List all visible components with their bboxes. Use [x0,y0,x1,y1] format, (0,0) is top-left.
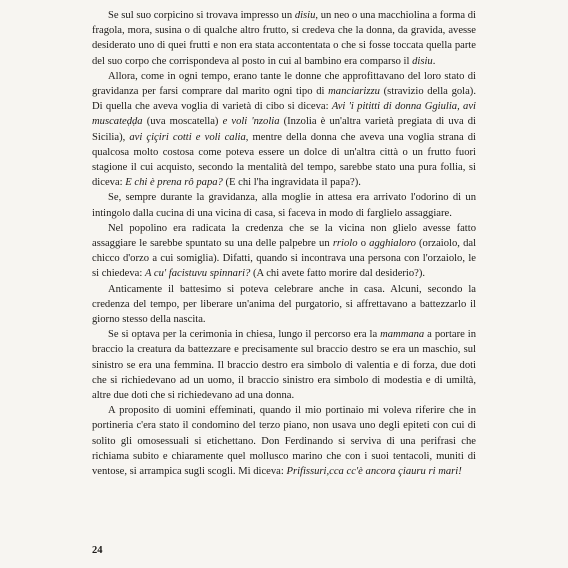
text-run: (A chi avete fatto morire dal desiderio?). [250,268,426,280]
paragraph [92,327,476,403]
italic-text: Avi 'i pititti di donna Ggiulia, avi muscateḍḍa [92,101,476,128]
text-run: a portare in braccio la creatura da battezzare e precisamente sul braccio destro se era un maschio, sul sinistro se era una femmina. Il braccio destro era simbolo di valentia e di forza, due doti che si richiedevano ad un uomo, il braccio sinistro era simbolo di modestia e di umiltà, altre due doti che si richiedevano ad una donna. [92,329,476,402]
paragraph [92,403,476,479]
text-run: Anticamente il battesimo si poteva celebrare anche in casa. Alcuni, secondo la credenza del tempo, per liberare un'anima del purgatorio, si affrettavano a battezzarlo il giorno stesso della nascita. [92,283,476,326]
text-run: , mentre della donna che aveva una voglia strana di qualcosa molto costosa come poteva essere un dolce di un'altra città o un frutto fuori stagione il cui acquisto, secondo la mentalità del tempo, sarebbe stato una pura follia, si diceva: [92,131,476,189]
paragraph [92,69,476,191]
italic-text: avi çiçiri cotti e voli calia [129,131,246,143]
italic-text: mammana [380,329,425,341]
paragraph [92,221,476,282]
italic-text: E chi è prena rô papa? [125,177,223,189]
text-run: (orzaiolo, dal chicco d'orzo a cui somiglia). Difatti, quando si incontrava una persona con l'orzaiolo, le si chiedeva: [92,238,477,280]
italic-text: Prifissuri,cca cc'è ancora çiauru ri mari! [286,466,462,478]
italic-text: agghialoro [369,238,416,250]
body-text [92,8,476,479]
italic-text: manciarizzu [328,86,380,98]
page-number: 24 [92,545,103,556]
text-run: A proposito di uomini effeminati, quando il mio portinaio mi voleva riferire che in portineria c'era stato il condomino del terzo piano, non usava uno degli epiteti con cui di solito gli omosessuali si etichettano. Don Ferdinando si serviva di una perifrasi che richiama subito e chiaramente quel mollusco marino che con i suoi tentacoli, muniti di ventose, si arrampica sugli scogli. Mi diceva: [92,405,476,478]
text-run: (Inzolia è un'altra varietà pregiata di uva di Sicilia), [92,116,476,143]
text-run: (stravizio della gola). Di quella che aveva voglia di varietà di cibo si diceva: [92,86,476,113]
italic-text: disiu [412,55,433,67]
text-run: . [432,55,436,67]
text-run: , un neo o una macchiolina a forma di fragola, mora, susina o di qualche altro frutto, si credeva che la donna, da gravida, avesse desiderato uno di quei frutti e non era stata accontentata o che si fosse toccata quella parte del suo corpo che corrispondeva al posto in cui al bambino era comparso il [92,10,477,67]
text-run: Se sul suo corpicino si trovava impresso un [108,10,295,21]
paragraph [92,190,476,220]
paragraph [92,282,476,328]
italic-text: A cu' facistuvu spinnari? [144,268,251,280]
text-run: Allora, come in ogni tempo, erano tante le donne che approfittavano del loro stato di gravidanza per farsi comprare dal marito ogni tipo di [92,70,476,98]
italic-text: rriolo [332,238,358,250]
italic-text: e voli 'nzolia [222,116,280,128]
paragraph [92,8,476,69]
text-run: Nel popolino era radicata la credenza che se la vicina non glielo avesse fatto assaggiare le sarebbe spuntato su una delle palpebre un [92,222,476,250]
text-run: o [357,238,370,250]
italic-text: disiu [294,10,316,21]
text-run: Se, sempre durante la gravidanza, alla moglie in attesa era arrivato l'odorino di un intingolo dalla cucina di una vicina di casa, si faceva in modo di farglielo assaggiare. [92,192,476,219]
text-run: Se si optava per la cerimonia in chiesa, lungo il percorso era la [108,329,381,341]
text-run: (uva moscatella) [142,116,223,128]
text-run: (E chi l'ha ingravidata il papa?). [222,177,361,189]
